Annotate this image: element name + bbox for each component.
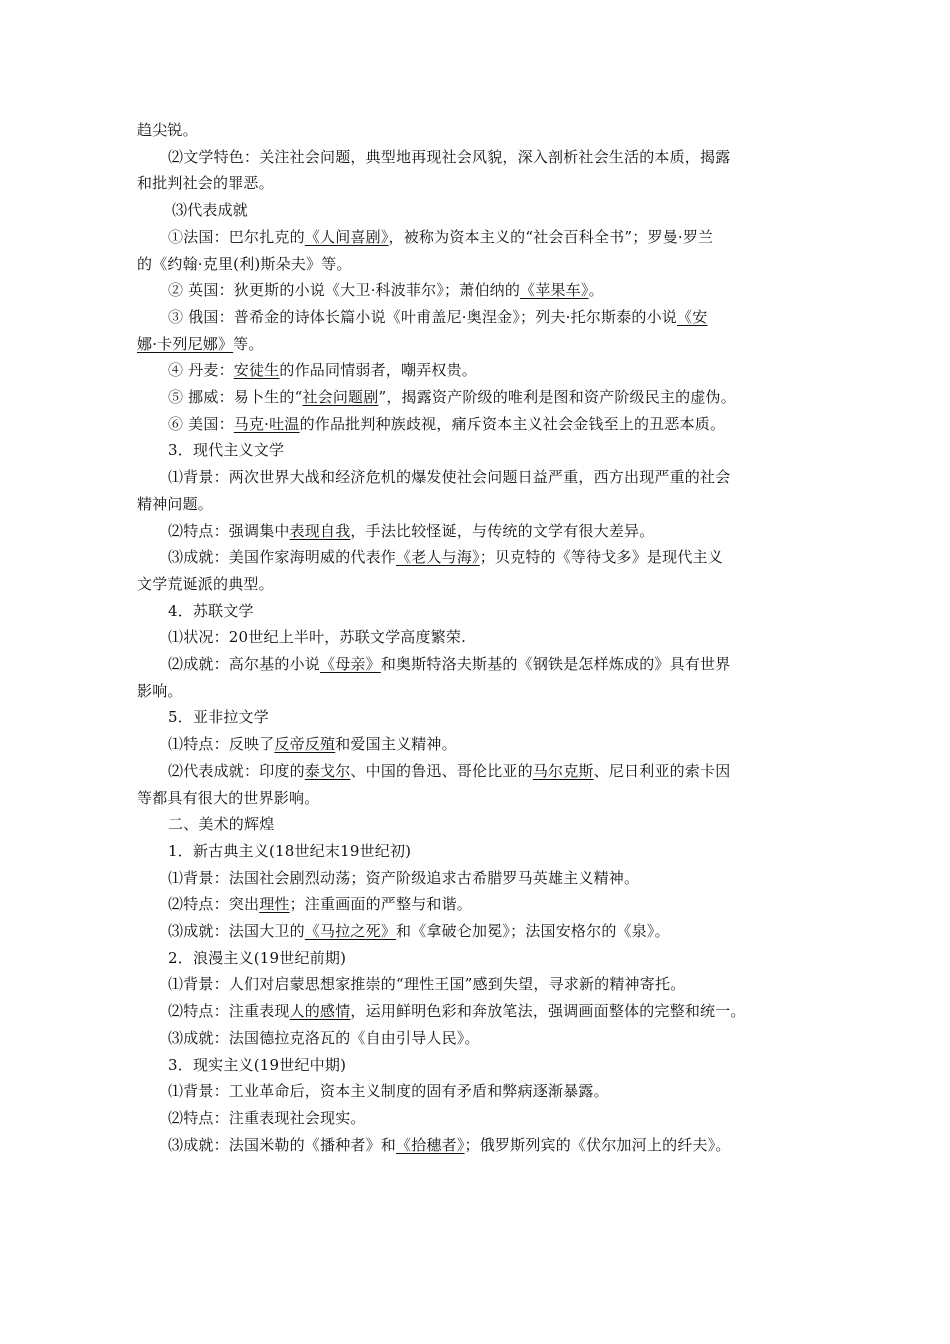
underlined-term: 《苹果车》 <box>520 281 589 300</box>
text-segment: ⑴背景：工业革命后，资本主义制度的固有矛盾和弊病逐渐暴露。 <box>168 1082 609 1101</box>
text-line <box>168 841 817 861</box>
text-line <box>168 654 817 674</box>
text-segment: 的《约翰·克里(利)斯朵夫》等。 <box>137 254 352 273</box>
text-segment: ⑴特点：反映了 <box>168 735 275 754</box>
text-segment: ⑴背景：两次世界大战和经济危机的爆发使社会问题日益严重，西方出现严重的社会 <box>168 468 731 487</box>
text-segment: ⑶成就：法国米勒的《播种者》和 <box>168 1135 397 1154</box>
text-segment: ”，揭露资产阶级的唯利是图和资产阶级民主的虚伪。 <box>378 388 736 406</box>
underlined-term: 娜·卡列尼娜》 <box>137 334 234 353</box>
text-segment: ⑶成就：法国大卫的 <box>168 922 305 940</box>
text-segment: ⑵成就：高尔基的小说 <box>168 655 321 673</box>
text-line <box>168 547 817 567</box>
underlined-term: 《马拉之死》 <box>304 922 397 940</box>
text-line <box>168 734 817 754</box>
underlined-term: 马克·吐温 <box>233 414 300 433</box>
text-segment: 和《拿破仑加冕》；法国安格尔的《泉》。 <box>396 922 670 940</box>
underlined-term: 《母亲》 <box>320 655 381 673</box>
text-line <box>168 1135 817 1155</box>
text-line <box>168 921 817 941</box>
text-segment: 的作品同情弱者，嘲弄权贵。 <box>279 361 477 380</box>
underlined-term: 社会问题剧 <box>302 388 379 406</box>
text-line <box>137 494 817 514</box>
text-line <box>168 467 817 487</box>
text-segment: 1．新古典主义(18世纪末19世纪初) <box>168 841 412 860</box>
text-line <box>168 627 817 647</box>
text-segment: ①法国：巴尔扎克的 <box>168 227 305 246</box>
text-line <box>168 440 817 460</box>
text-segment: 、尼日利亚的索卡因 <box>593 761 731 780</box>
text-segment: ③ 俄国：普希金的诗体长篇小说《叶甫盖尼·奥涅金》；列夫·托尔斯泰的小说 <box>168 307 678 326</box>
text-line <box>168 387 817 407</box>
text-line <box>137 334 817 354</box>
text-segment: 等都具有很大的世界影响。 <box>137 788 320 807</box>
text-line <box>168 707 817 727</box>
text-line <box>168 521 817 541</box>
text-segment: ⑶成就：法国德拉克洛瓦的《自由引导人民》。 <box>168 1028 480 1047</box>
text-segment: 等。 <box>233 334 264 353</box>
underlined-term: 《安 <box>677 307 708 326</box>
text-line <box>137 574 817 594</box>
text-segment: ⑵特点：注重表现社会现实。 <box>168 1108 366 1127</box>
underlined-term: 马尔克斯 <box>532 761 594 780</box>
text-segment: ⑥ 美国： <box>168 414 234 433</box>
text-line <box>137 173 817 193</box>
text-line <box>168 1081 817 1101</box>
underlined-term: 《人间喜剧》 <box>304 227 389 246</box>
text-segment: ⑶代表成就 <box>172 201 249 220</box>
text-segment: ；注重画面的严整与和谐。 <box>289 895 473 914</box>
underlined-term: 表现自我 <box>289 521 351 540</box>
text-segment: ⑶成就：美国作家海明威的代表作 <box>168 548 397 567</box>
underlined-term: 泰戈尔 <box>304 761 351 780</box>
text-line <box>137 788 817 808</box>
text-segment: 2．浪漫主义(19世纪前期) <box>168 948 347 967</box>
text-line <box>137 681 817 701</box>
text-line <box>168 1001 817 1021</box>
text-segment: ② 英国：狄更斯的小说《大卫·科波菲尔》；萧伯纳的 <box>168 281 521 300</box>
text-segment: 二、美术的辉煌 <box>168 815 275 834</box>
text-segment: ④ 丹麦： <box>168 361 234 380</box>
underlined-term: 反帝反殖 <box>274 735 336 754</box>
text-line <box>168 974 817 994</box>
text-segment: ，被称为资本主义的“社会百科全书”；罗曼·罗兰 <box>388 227 714 246</box>
text-segment: ⑵特点：强调集中 <box>168 521 290 540</box>
text-segment: ⑴背景：人们对启蒙思想家推崇的“理性王国”感到失望，寻求新的精神寄托。 <box>168 975 686 994</box>
text-line <box>168 1055 817 1075</box>
text-line <box>168 761 817 781</box>
text-line <box>168 868 817 888</box>
text-segment: ⑵特点：注重表现 <box>168 1002 290 1021</box>
text-segment: ，手法比较怪诞，与传统的文学有很大差异。 <box>350 521 655 540</box>
text-segment: ；贝克特的《等待戈多》是现代主义 <box>479 548 723 567</box>
text-segment: 、中国的鲁迅、哥伦比亚的 <box>350 761 533 780</box>
underlined-term: 《老人与海》 <box>396 548 480 567</box>
text-line <box>168 948 817 968</box>
underlined-term: 人的感情 <box>289 1002 351 1021</box>
text-line <box>168 894 817 914</box>
text-segment: ⑴状况：20世纪上半叶，苏联文学高度繁荣. <box>168 628 467 647</box>
text-line <box>168 280 817 300</box>
text-line <box>168 360 817 380</box>
text-line <box>137 120 817 140</box>
text-segment: 5．亚非拉文学 <box>168 708 269 727</box>
text-line <box>168 1108 817 1128</box>
text-segment: ⑵特点：突出 <box>168 895 260 914</box>
text-segment: ⑵文学特色：关注社会问题，典型地再现社会风貌，深入剖析社会生活的本质，揭露 <box>168 147 731 166</box>
text-line <box>168 601 817 621</box>
text-line <box>137 254 817 274</box>
text-segment: 文学荒诞派的典型。 <box>137 574 274 593</box>
text-line <box>168 414 817 434</box>
text-segment: 。 <box>588 281 604 300</box>
text-segment: 的作品批判种族歧视，痛斥资本主义社会金钱至上的丑恶本质。 <box>299 414 726 433</box>
text-segment: 和奥斯特洛夫斯基的《钢铁是怎样炼成的》具有世界 <box>380 655 731 673</box>
text-segment: 3．现代主义文学 <box>168 441 285 460</box>
text-segment: 精神问题。 <box>137 494 214 513</box>
text-segment: 影响。 <box>137 681 183 700</box>
underlined-term: 安徒生 <box>233 361 280 380</box>
text-line <box>168 307 817 327</box>
text-line <box>172 200 817 220</box>
text-segment: 趋尖锐。 <box>137 121 198 139</box>
text-segment: ⑴背景：法国社会剧烈动荡；资产阶级追求古希腊罗马英雄主义精神。 <box>168 868 640 887</box>
text-line <box>168 814 817 834</box>
text-line <box>168 227 817 247</box>
text-segment: ；俄罗斯列宾的《伏尔加河上的纤夫》。 <box>464 1135 731 1154</box>
text-line <box>168 147 817 167</box>
underlined-term: 理性 <box>259 895 290 914</box>
text-segment: ⑵代表成就：印度的 <box>168 761 305 780</box>
text-segment: 和爱国主义精神。 <box>335 735 457 754</box>
text-segment: ，运用鲜明色彩和奔放笔法，强调画面整体的完整和统一。 <box>350 1002 746 1021</box>
text-segment: 3．现实主义(19世纪中期) <box>168 1055 347 1074</box>
underlined-term: 《拾穗者》 <box>396 1135 465 1154</box>
text-segment: ⑤ 挪威：易卜生的“ <box>168 388 303 406</box>
text-line <box>168 1028 817 1048</box>
text-segment: 4．苏联文学 <box>168 601 254 620</box>
text-segment: 和批判社会的罪恶。 <box>137 174 274 193</box>
